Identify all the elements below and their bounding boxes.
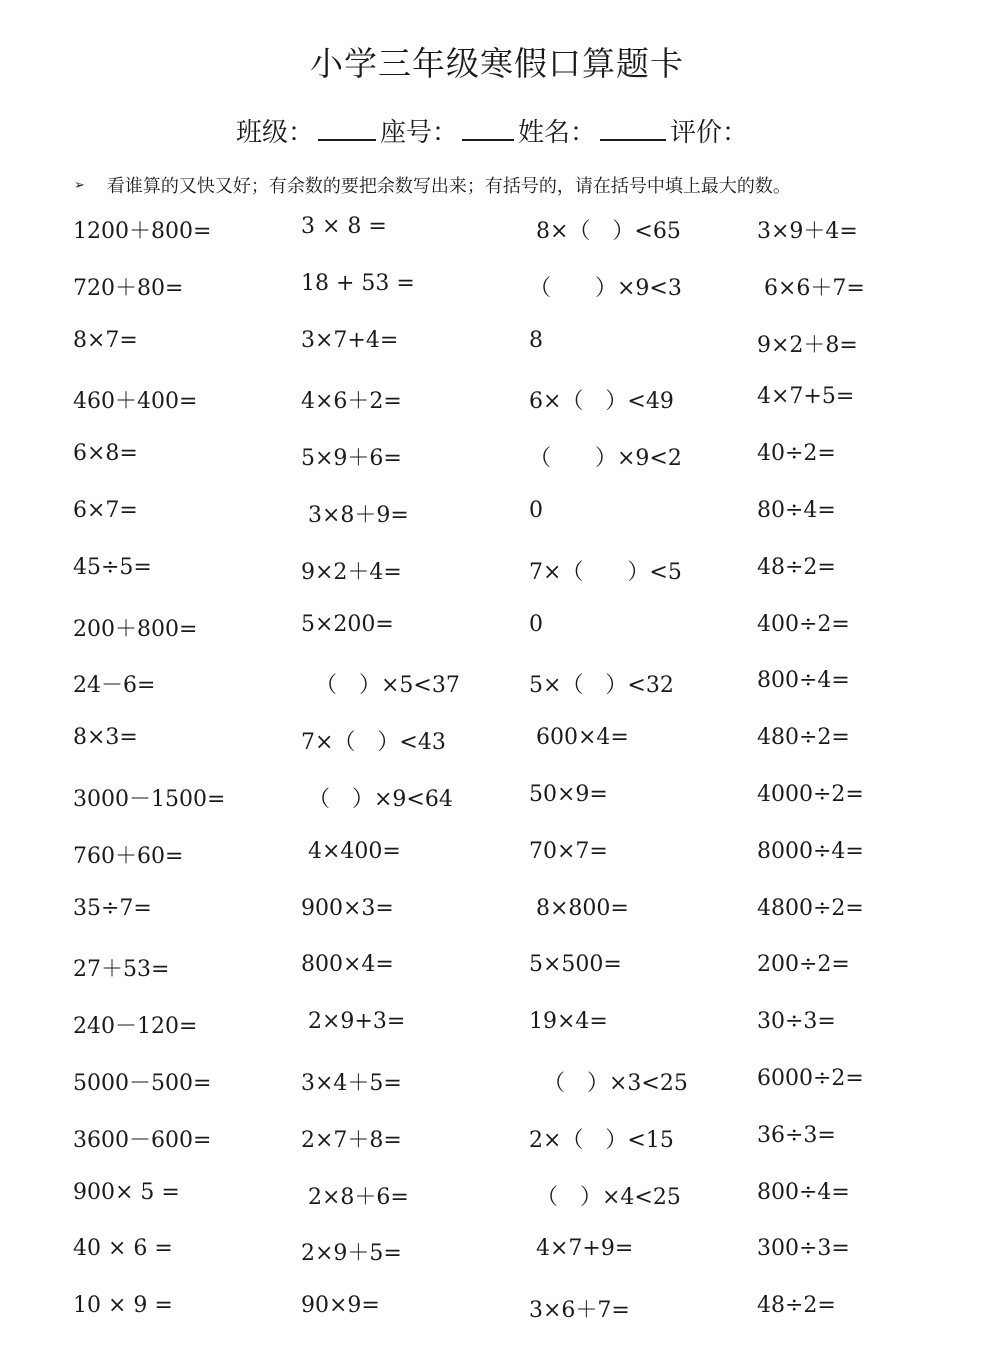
- seat-blank: [462, 115, 514, 141]
- math-problem: 8×（ ）<65: [529, 219, 681, 244]
- math-problem: 24－6=: [73, 673, 156, 699]
- math-problem: 5×9＋6=: [301, 446, 402, 472]
- problem-row: [0, 944, 994, 1001]
- class-label: 班级：: [236, 118, 315, 148]
- problem-row: [0, 1115, 994, 1172]
- math-problem: 3000－1500=: [73, 786, 226, 812]
- math-problem: 35÷7=: [73, 895, 152, 921]
- math-problem: 6×7=: [73, 497, 138, 523]
- math-problem: 3×4＋5=: [301, 1070, 402, 1096]
- math-problem: 9×2＋8=: [757, 332, 858, 358]
- math-problem: 3600－600=: [73, 1127, 212, 1153]
- math-problem: 5000－500=: [73, 1070, 212, 1096]
- math-problem: 2×9+3=: [301, 1009, 406, 1035]
- math-problem: 0: [529, 611, 543, 637]
- math-problem: 10 × 9 =: [73, 1293, 173, 1319]
- class-blank: [318, 115, 376, 141]
- math-problem: 4800÷2=: [757, 895, 864, 921]
- math-problem: 8×3=: [73, 725, 138, 751]
- math-problem: 900×3=: [301, 895, 394, 921]
- problem-row: [0, 774, 994, 831]
- math-problem: 1200＋800=: [73, 219, 212, 244]
- problem-row: [0, 888, 994, 945]
- math-problem: 2×7＋8=: [301, 1127, 402, 1153]
- math-problem: 460＋400=: [73, 389, 198, 415]
- math-problem: 4000÷2=: [757, 781, 864, 807]
- math-problem: 6×（ ）<49: [529, 389, 674, 415]
- math-problem: 2×（ ）<15: [529, 1127, 674, 1153]
- name-label: 姓名：: [518, 118, 597, 148]
- math-problem: 18 + 53 =: [301, 270, 415, 296]
- math-problem: 8×7=: [73, 327, 138, 353]
- math-problem: 45÷5=: [73, 554, 152, 580]
- math-problem: （ ）×9<2: [529, 446, 682, 472]
- math-problem: 300÷3=: [757, 1236, 850, 1262]
- math-problem: 6000÷2=: [757, 1065, 864, 1091]
- math-problem: （ ）×9<3: [529, 275, 682, 301]
- math-problem: 3 × 8 =: [301, 214, 387, 239]
- problem-row: [0, 1058, 994, 1115]
- math-problem: 7×（ ）<43: [301, 730, 446, 756]
- math-problem: 720＋80=: [73, 275, 184, 301]
- math-problem: 70×7=: [529, 838, 608, 864]
- problem-row: [0, 320, 994, 377]
- math-problem: 40 × 6 =: [73, 1236, 173, 1262]
- math-problem: 7×（ ）<5: [529, 559, 682, 585]
- math-problem: 50×9=: [529, 781, 608, 807]
- problem-row: [0, 376, 994, 433]
- problem-row: [0, 1285, 994, 1342]
- problem-row: [0, 433, 994, 490]
- problem-row: [0, 660, 994, 717]
- math-problem: 400÷2=: [757, 611, 850, 637]
- problem-row: [0, 1001, 994, 1058]
- name-blank: [600, 115, 666, 141]
- math-problem: 0: [529, 497, 543, 523]
- instruction-text: 看谁算的又快又好；有余数的要把余数写出来；有括号的，请在括号中填上最大的数。: [106, 176, 791, 197]
- problem-row: [0, 547, 994, 604]
- math-problem: 2×9＋5=: [301, 1241, 402, 1267]
- math-problem: 3×6＋7=: [529, 1298, 630, 1324]
- math-problem: 480÷2=: [757, 725, 850, 751]
- math-problem: 48÷2=: [757, 554, 836, 580]
- math-problem: 600×4=: [529, 725, 629, 751]
- math-problem: （ ）×5<37: [301, 673, 460, 699]
- math-problem: 800×4=: [301, 952, 394, 978]
- problem-row: [0, 831, 994, 888]
- problem-row: [0, 717, 994, 774]
- math-problem: 760＋60=: [73, 843, 184, 869]
- math-problem: （ ）×9<64: [301, 786, 453, 812]
- math-problem: 8: [529, 327, 543, 353]
- problem-row: [0, 1228, 994, 1285]
- instructions: [74, 172, 791, 198]
- math-problem: 4×400=: [301, 838, 401, 864]
- math-problem: 80÷4=: [757, 497, 836, 523]
- problem-grid: [0, 206, 994, 1342]
- math-problem: 8×800=: [529, 895, 629, 921]
- math-problem: 4×6＋2=: [301, 389, 402, 415]
- math-problem: 2×8＋6=: [301, 1184, 409, 1210]
- seat-label: 座号：: [380, 118, 459, 148]
- math-problem: 5×（ ）<32: [529, 673, 674, 699]
- math-problem: 90×9=: [301, 1293, 380, 1319]
- math-problem: 6×8=: [73, 441, 138, 467]
- math-problem: 6×6＋7=: [757, 275, 865, 301]
- math-problem: 3×7+4=: [301, 327, 399, 353]
- math-problem: 5×200=: [301, 611, 394, 637]
- math-problem: 4×7+9=: [529, 1236, 634, 1262]
- math-problem: 900× 5 =: [73, 1179, 180, 1205]
- math-problem: （ ）×4<25: [529, 1184, 681, 1210]
- math-problem: 19×4=: [529, 1009, 608, 1035]
- problem-row: [0, 206, 994, 263]
- math-problem: 3×8＋9=: [301, 502, 409, 528]
- math-problem: 8000÷4=: [757, 838, 864, 864]
- problem-row: [0, 263, 994, 320]
- math-problem: 5×500=: [529, 952, 622, 978]
- problem-row: [0, 604, 994, 661]
- problem-row: [0, 490, 994, 547]
- math-problem: 800÷4=: [757, 1179, 850, 1205]
- arrow-bullet-icon: ➢: [74, 177, 85, 193]
- math-problem: 9×2＋4=: [301, 559, 402, 585]
- math-problem: 48÷2=: [757, 1293, 836, 1319]
- math-problem: 40÷2=: [757, 441, 836, 467]
- math-problem: 30÷3=: [757, 1009, 836, 1035]
- math-problem: 240－120=: [73, 1014, 198, 1040]
- math-problem: 200＋800=: [73, 616, 198, 642]
- problem-row: [0, 1172, 994, 1229]
- math-problem: 800÷4=: [757, 668, 850, 694]
- math-problem: 27＋53=: [73, 957, 170, 983]
- math-problem: 4×7+5=: [757, 384, 855, 410]
- math-problem: 36÷3=: [757, 1122, 836, 1148]
- math-problem: 200÷2=: [757, 952, 850, 978]
- evaluation-label: 评价：: [670, 118, 749, 148]
- math-problem: 3×9＋4=: [757, 219, 858, 244]
- student-info-line: [236, 112, 748, 149]
- math-problem: （ ）×3<25: [529, 1070, 688, 1096]
- page-title: 小学三年级寒假口算题卡: [310, 44, 684, 83]
